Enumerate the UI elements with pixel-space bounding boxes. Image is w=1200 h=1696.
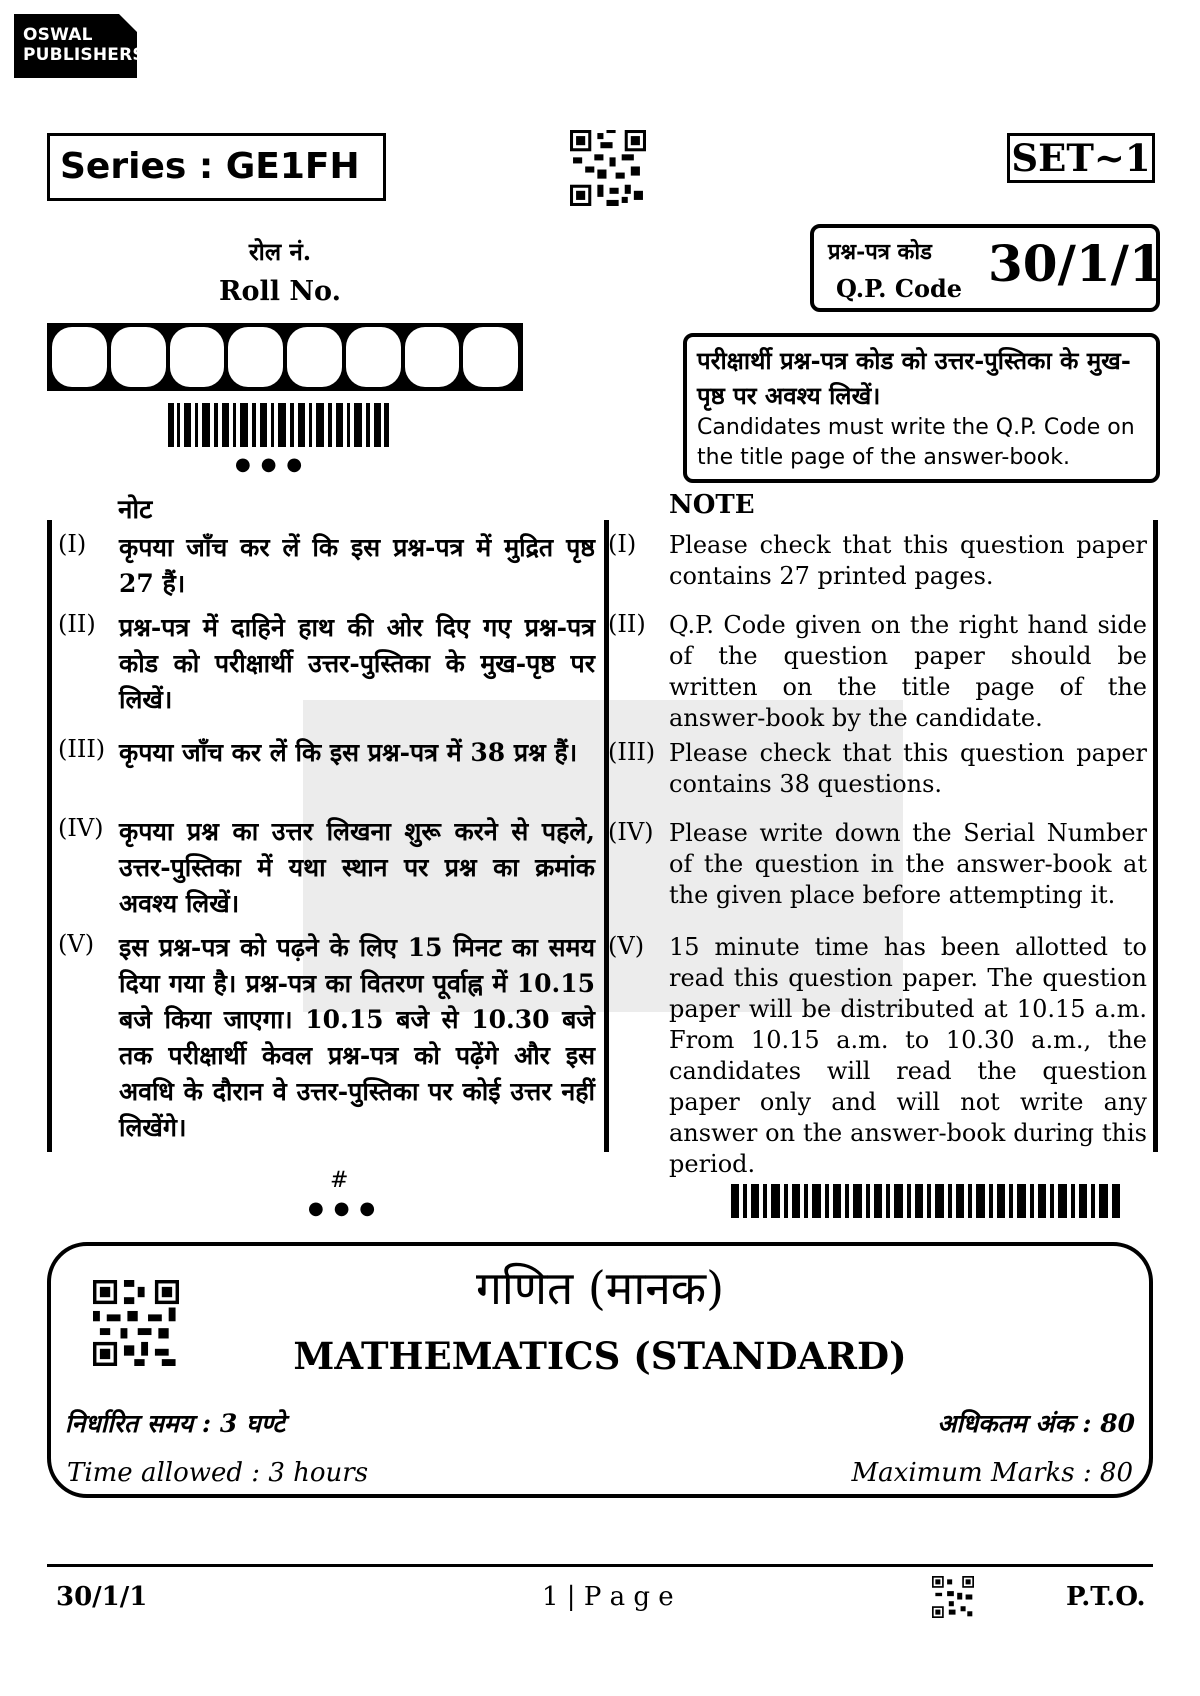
note-marker: (II) [608, 610, 646, 638]
barcode-bottom [731, 1184, 1123, 1218]
qp-code-value: 30/1/1 [988, 234, 1164, 293]
note-item [52, 735, 604, 805]
instruction-english: Candidates must write the Q.P. Code on the title page of the answer-book. [697, 415, 1135, 470]
footer-divider [47, 1564, 1153, 1567]
note-marker: (IV) [58, 814, 104, 842]
dots-top: ●●● [235, 454, 313, 475]
qp-code-label: Q.P. Code [836, 274, 963, 303]
note-marker: (V) [608, 932, 645, 960]
notes-hindi-column [47, 520, 609, 1152]
qp-code-label-hindi: प्रश्न-पत्र कोड [828, 239, 932, 265]
note-marker: (I) [608, 530, 637, 558]
note-marker: (IV) [608, 818, 654, 846]
note-marker: (V) [58, 930, 95, 958]
roll-box [170, 327, 225, 387]
note-heading-hindi: नोट [118, 495, 153, 525]
note-item [604, 738, 1153, 808]
note-text: कृपया जाँच कर लें कि इस प्रश्न-पत्र में 38 प्रश्न हैं। [119, 738, 578, 767]
note-text: Please check that this question paper contains 27 printed pages. [669, 531, 1147, 590]
note-item [604, 610, 1153, 735]
note-text: Q.P. Code given on the right hand side of the question paper should be written on the title page of the answer-book by the candidate. [669, 611, 1147, 732]
note-heading: NOTE [669, 490, 755, 520]
subject-box [47, 1242, 1153, 1498]
note-text: Please check that this question paper contains 38 questions. [669, 739, 1147, 798]
note-item [52, 530, 604, 600]
note-item [604, 818, 1153, 918]
note-item [604, 530, 1153, 600]
note-text: इस प्रश्न-पत्र को पढ़ने के लिए 15 मिनट का समय दिया गया है। प्रश्न-पत्र का वितरण पूर्वाह्न में 10.15 बजे किया जाएगा। 10.15 बजे से 10.30 बजे तक परीक्षार्थी केवल प्रश्न-पत्र को पढ़ेंगे और इस अवधि के दौरान वे उत्तर-पुस्तिका पर कोई उत्तर नहीं लिखेंगे। [119, 933, 595, 1142]
roll-box [52, 327, 107, 387]
roll-box [228, 327, 283, 387]
subject-title: MATHEMATICS (STANDARD) [293, 1334, 907, 1378]
note-item [52, 610, 604, 730]
roll-box [405, 327, 460, 387]
qp-code-box [810, 224, 1164, 312]
note-text: प्रश्न-पत्र में दाहिने हाथ की ओर दिए गए प्रश्न-पत्र कोड को परीक्षार्थी उत्तर-पुस्तिका के मुख-पृष्ठ पर लिखें। [119, 613, 595, 714]
barcode-top [168, 403, 390, 447]
publisher-logo [14, 14, 145, 78]
roll-label: Roll No. [219, 276, 341, 307]
dots-bottom: ●●● [308, 1198, 386, 1219]
note-text: कृपया प्रश्न का उत्तर लिखना शुरू करने से पहले, उत्तर-पुस्तिका में यथा स्थान पर प्रश्न का क्रमांक अवश्य लिखें। [119, 817, 595, 918]
max-marks-hindi: अधिकतम अंक : 80 [937, 1409, 1135, 1438]
logo-line-2: PUBLISHERS [23, 45, 145, 65]
hash-mark: # [330, 1168, 349, 1193]
roll-box [346, 327, 401, 387]
note-marker: (III) [58, 735, 106, 763]
qp-code-instruction [683, 333, 1160, 483]
instruction-hindi: परीक्षार्थी प्रश्न-पत्र कोड को उत्तर-पुस्तिका के मुख-पृष्ठ पर अवश्य लिखें। [697, 346, 1131, 410]
note-text: कृपया जाँच कर लें कि इस प्रश्न-पत्र में मुद्रित पृष्ठ 27 हैं। [119, 533, 595, 598]
note-marker: (II) [58, 610, 96, 638]
note-item [604, 932, 1153, 1178]
note-item [52, 930, 604, 1150]
max-marks: Maximum Marks : 80 [851, 1458, 1133, 1488]
logo-line-1: OSWAL [23, 25, 93, 45]
qr-code-icon [570, 130, 646, 206]
notes-english-column [604, 520, 1158, 1178]
page-number: 1 | P a g e [542, 1582, 674, 1612]
roll-box [111, 327, 166, 387]
note-text: 15 minute time has been allotted to read this question paper. The question paper will be distributed at 10.15 a.m. From 10.15 a.m. to 10.30 a.m., the candidates will read the question paper only and will not write any answer on the answer-book during this period. [669, 933, 1147, 1178]
note-item [52, 814, 604, 924]
qr-code-icon [932, 1576, 974, 1618]
note-text: Please write down the Serial Number of the question in the answer-book at the given place before attempting it. [669, 819, 1147, 909]
set-label: SET~1 [1007, 133, 1155, 183]
subject-title-hindi: गणित (मानक) [475, 1261, 725, 1315]
note-marker: (I) [58, 530, 87, 558]
roll-box [287, 327, 342, 387]
note-marker: (III) [608, 738, 656, 766]
time-allowed: Time allowed : 3 hours [67, 1458, 369, 1488]
pto-label: P.T.O. [1066, 1582, 1146, 1612]
time-allowed-hindi: निर्धारित समय : 3 घण्टे [65, 1409, 285, 1438]
footer-code: 30/1/1 [56, 1582, 148, 1612]
series-label: Series : GE1FH [47, 133, 386, 201]
roll-number-boxes [47, 323, 523, 391]
roll-box [463, 327, 518, 387]
roll-label-hindi: रोल नं. [248, 237, 312, 266]
